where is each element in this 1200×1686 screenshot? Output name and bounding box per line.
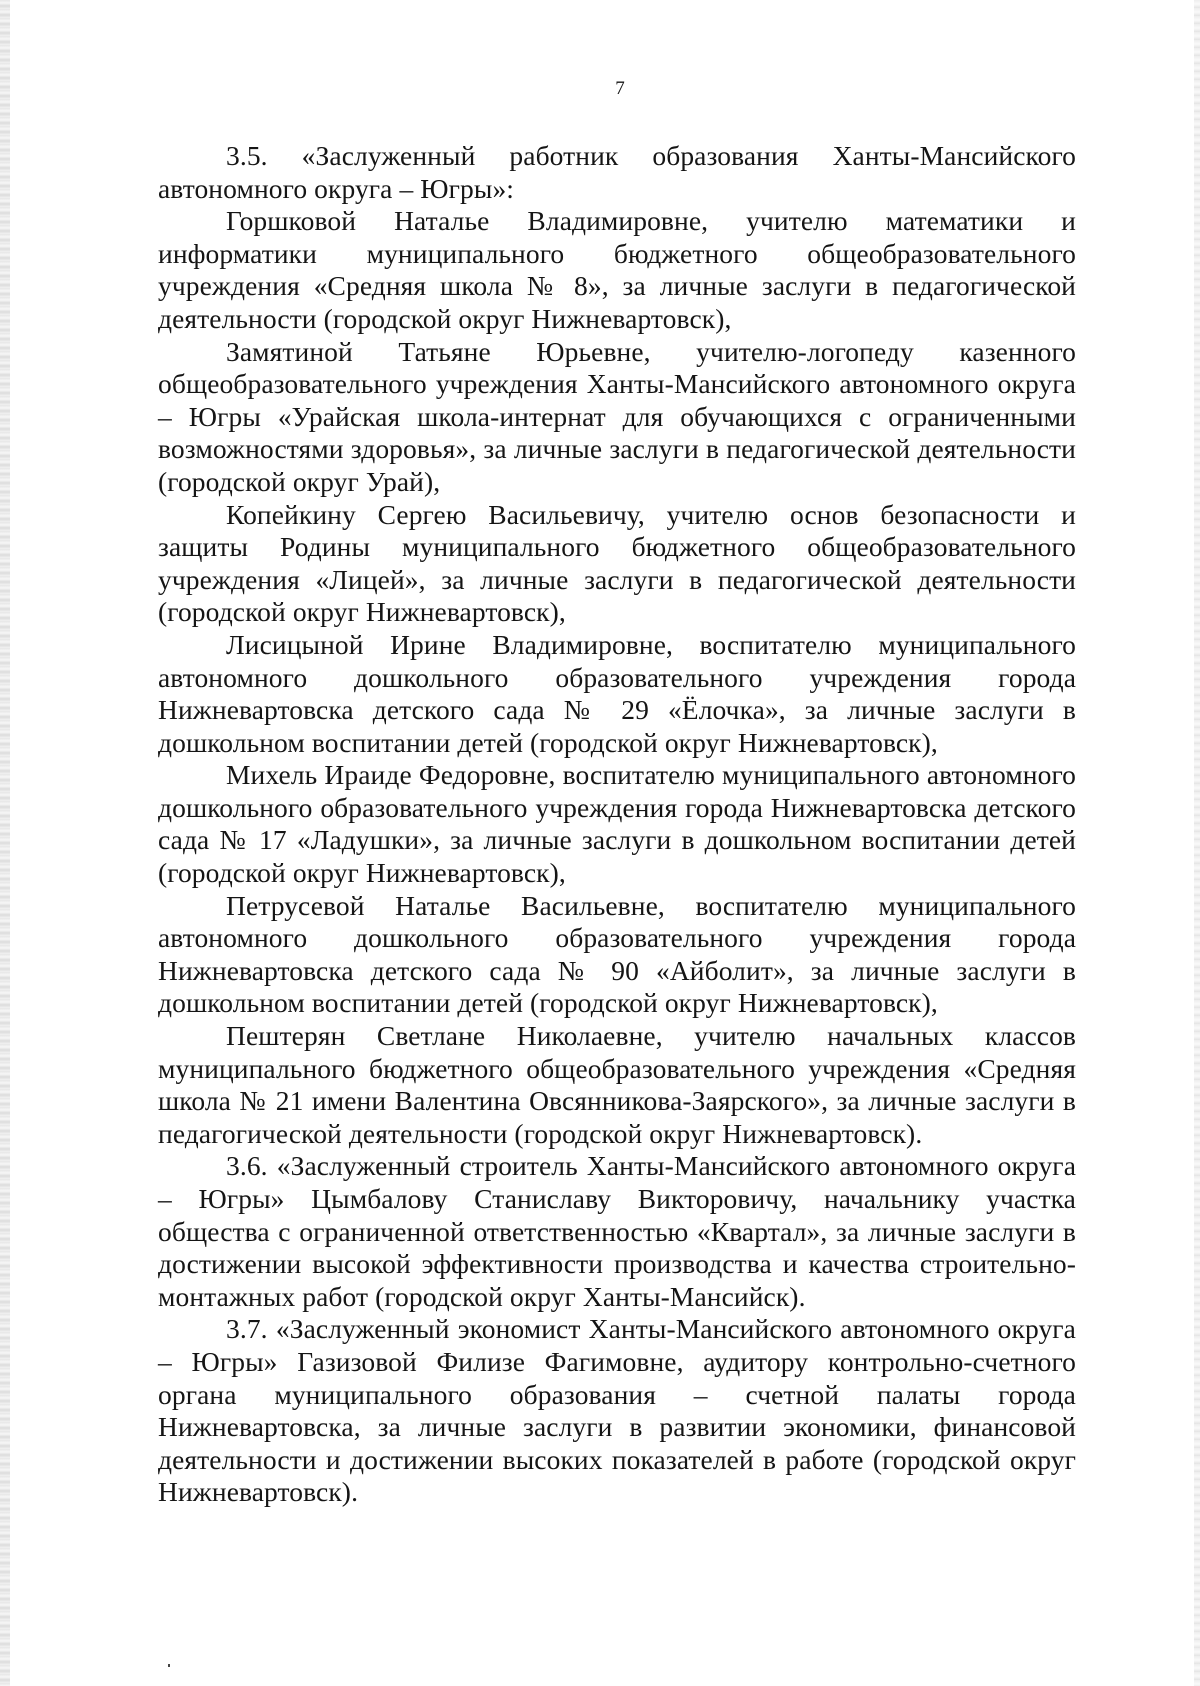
scan-edge-left — [0, 0, 10, 1686]
paragraph-kopeikin: Копейкину Сергею Васильевичу, учителю основ безопасности и защиты Родины муниципального бюджетного общеобразовательного учреждения «Лицей», за личные заслуги в педагогической деятельности (городской округ Нижневартовск), — [158, 498, 1076, 628]
scan-edge-right — [1194, 0, 1200, 1686]
paragraph-zamyatina: Замятиной Татьяне Юрьевне, учителю-логопеду казенного общеобразовательного учреждения Ханты-Мансийского автономного округа – Югры «Урайская школа-интернат для обучающихся с ограниченными возможностями здоровья», за личные заслуги в педагогической деятельности (городской округ Урай), — [158, 335, 1076, 497]
paragraph-gorshkova: Горшковой Наталье Владимировне, учителю математики и информатики муниципального бюджетного общеобразовательного учреждения «Средняя школа № 8», за личные заслуги в педагогической деятельности (городской округ Нижневартовск), — [158, 205, 1076, 334]
paragraph-lisitsyna: Лисицыной Ирине Владимировне, воспитателю муниципального автономного дошкольного образовательного учреждения города Нижневартовска детского сада № 29 «Ёлочка», за личные заслуги в дошкольном воспитании детей (городской округ Нижневартовск), — [158, 628, 1076, 758]
document-body — [158, 140, 1076, 1509]
scan-speck — [168, 1664, 170, 1667]
paragraph-peshteryan: Пештерян Светлане Николаевне, учителю начальных классов муниципального бюджетного общеобразовательного учреждения «Средняя школа № 21 имени Валентина Овсянникова-Заярского», за личные заслуги в педагогической деятельности (городской округ Нижневартовск). — [158, 1020, 1076, 1149]
paragraph-petruseva: Петрусевой Наталье Васильевне, воспитателю муниципального автономного дошкольного образовательного учреждения города Нижневартовска детского сада № 90 «Айболит», за личные заслуги в дошкольном воспитании детей (городской округ Нижневартовск), — [158, 889, 1076, 1019]
paragraph-3-5-heading: 3.5. «Заслуженный работник образования Ханты-Мансийского автономного округа – Югры»: — [158, 140, 1076, 204]
paragraph-3-6: 3.6. «Заслуженный строитель Ханты-Мансийского автономного округа – Югры» Цымбалову Станиславу Викторовичу, начальнику участка общества с ограниченной ответственностью «Квартал», за личные заслуги в достижении высокой эффективности производства и качества строительно-монтажных работ (городской округ Ханты-Мансийск). — [158, 1150, 1076, 1312]
paragraph-3-7: 3.7. «Заслуженный экономист Ханты-Мансийского автономного округа – Югры» Газизовой Филизе Фагимовне, аудитору контрольно-счетного органа муниципального образования – счетной палаты города Нижневартовска, за личные заслуги в развитии экономики, финансовой деятельности и достижении высоких показателей в работе (городской округ Нижневартовск). — [158, 1313, 1076, 1508]
paragraph-mikhel: Михель Ираиде Федоровне, воспитателю муниципального автономного дошкольного образовательного учреждения города Нижневартовска детского сада № 17 «Ладушки», за личные заслуги в дошкольном воспитании детей (городской округ Нижневартовск), — [158, 759, 1076, 889]
page-number: 7 — [615, 78, 625, 99]
